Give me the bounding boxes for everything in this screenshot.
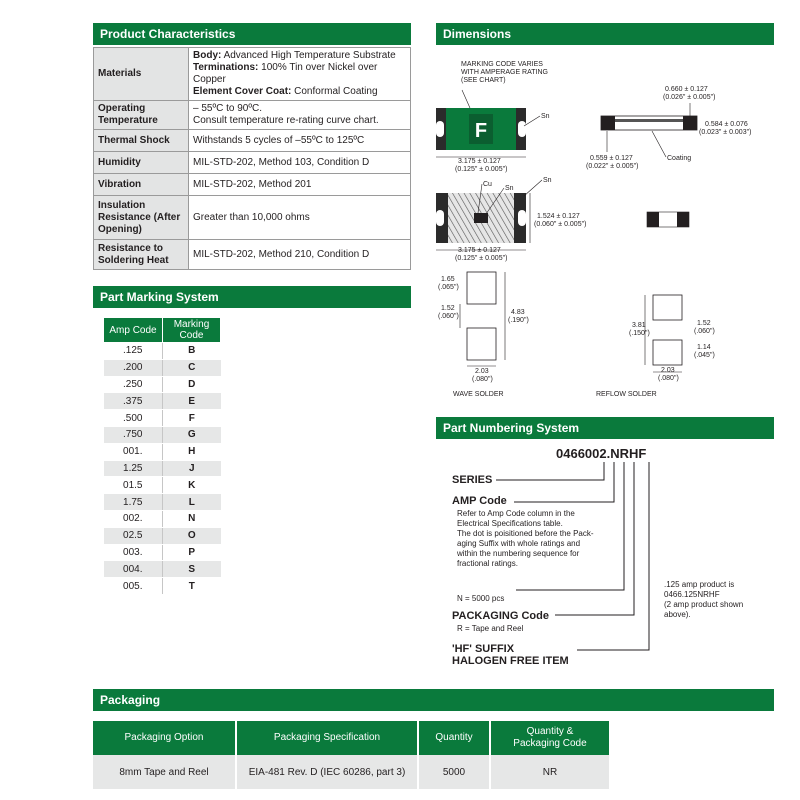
leader-line (462, 90, 470, 108)
table-row (94, 130, 411, 152)
sn-label: Sn (541, 113, 550, 120)
table-row (94, 196, 411, 240)
table-row (104, 426, 221, 443)
marking-code-cell: S (163, 561, 221, 578)
dim-length-label: 3.175 ± 0.127 (0.125" ± 0.005") (455, 247, 508, 262)
row-value: – 55ºC to 90ºC. Consult temperature re-rating curve chart. (189, 101, 411, 130)
leader-line (524, 116, 540, 126)
row-label: Materials (94, 48, 189, 101)
sn-label: Sn (505, 185, 514, 192)
leader-line (524, 180, 542, 196)
wave-dim-c: 4.83 (.190") (508, 309, 529, 324)
row-value: Body: Advanced High Temperature Substrate Terminations: 100% Tin over Nickel over Copper Element Cover Coat: Conformal Coating (189, 48, 411, 101)
terminal-left (647, 212, 659, 227)
row-value: MIL-STD-202, Method 201 (189, 174, 411, 196)
coating-layer (615, 119, 683, 122)
table-row (94, 174, 411, 196)
row-label: Operating Temperature (94, 101, 189, 130)
reflow-dim-b: 1.52 (.060") (694, 320, 715, 335)
table-header-row (93, 721, 610, 755)
reflow-pad-bottom (653, 340, 682, 365)
table-header-row (104, 318, 221, 343)
cell-quantity-packaging-code: NR (490, 755, 610, 789)
marking-code-cell: B (163, 343, 221, 360)
table-row (104, 443, 221, 460)
wave-pad-bottom (467, 328, 496, 360)
marking-code-cell: H (163, 443, 221, 460)
amp-code-cell: 002. (104, 510, 163, 527)
row-value: Withstands 5 cycles of –55ºC to 125ºC (189, 130, 411, 152)
marking-code-cell: O (163, 527, 221, 544)
dimensions-drawing (430, 48, 770, 398)
header-quantity-packaging-code: Quantity & Packaging Code (490, 721, 610, 755)
table-row (104, 393, 221, 410)
table-row (104, 359, 221, 376)
terminal-notch (518, 121, 526, 137)
marking-code-cell: F (163, 410, 221, 427)
table-row (104, 561, 221, 578)
dim-right-label: 0.584 ± 0.076 (0.023" ± 0.003") (699, 121, 752, 136)
leader-line (652, 131, 666, 157)
amp-code-cell: 02.5 (104, 527, 163, 544)
marking-letter: F (474, 120, 488, 142)
quantity-note: N = 5000 pcs (457, 594, 505, 603)
hf-suffix-label: 'HF' SUFFIX HALOGEN FREE ITEM (452, 643, 569, 667)
amp-code-cell: 003. (104, 544, 163, 561)
dim-top-label: 0.660 ± 0.127 (0.026" ± 0.005") (663, 86, 716, 101)
amp-code-description: Refer to Amp Code column in the Electrical Specifications table. The dot is poisitioned before the Pack- aging Suffix with whole ratings and within the numbering sequence for fractional ratings. (457, 509, 594, 568)
packaging-code-description: R = Tape and Reel (457, 624, 524, 633)
reflow-dim-c: 1.14 (.045") (694, 344, 715, 359)
part-marking-table (103, 317, 221, 595)
amp-code-cell: 1.25 (104, 460, 163, 477)
coating-label: Coating (667, 155, 692, 162)
header-amp-code: Amp Code (104, 318, 163, 343)
marking-code-cell: T (163, 578, 221, 595)
table-row (93, 755, 610, 789)
reflow-dim-a: 3.81 (.150") (629, 322, 650, 337)
part-number: 0466002.NRHF (556, 446, 647, 461)
wave-solder-label: WAVE SOLDER (453, 391, 504, 398)
amp-code-cell: .125 (104, 343, 163, 360)
cell-quantity: 5000 (418, 755, 490, 789)
amp-code-cell: .500 (104, 410, 163, 427)
side-note: .125 amp product is 0466.125NRHF (2 amp product shown above). (664, 580, 744, 619)
table-row (94, 101, 411, 130)
dim-width-label: 1.524 ± 0.127 (0.060" ± 0.005") (534, 213, 587, 228)
marking-code-cell: J (163, 460, 221, 477)
part-numbering-header: Part Numbering System (436, 417, 774, 439)
table-row (104, 376, 221, 393)
marking-code-cell: G (163, 426, 221, 443)
terminal-notch (518, 210, 526, 226)
marking-code-cell: D (163, 376, 221, 393)
row-value: MIL-STD-202, Method 103, Condition D (189, 152, 411, 174)
table-row (104, 410, 221, 427)
amp-code-cell: .250 (104, 376, 163, 393)
table-row (104, 544, 221, 561)
reflow-solder-label: REFLOW SOLDER (596, 391, 657, 398)
terminal-right (683, 116, 697, 130)
amp-code-label: AMP Code (452, 495, 507, 507)
terminal-notch (436, 210, 444, 226)
table-row (104, 510, 221, 527)
amp-code-cell: .750 (104, 426, 163, 443)
amp-code-cell: .200 (104, 359, 163, 376)
header-marking-code: Marking Code (163, 318, 221, 343)
cell-packaging-specification: EIA-481 Rev. D (IEC 60286, part 3) (236, 755, 418, 789)
amp-code-cell: .375 (104, 393, 163, 410)
cu-label: Cu (483, 181, 492, 188)
table-row (104, 578, 221, 595)
part-marking-header: Part Marking System (93, 286, 411, 308)
product-characteristics-table (93, 47, 411, 270)
row-label: Resistance to Soldering Heat (94, 240, 189, 270)
table-row (104, 527, 221, 544)
product-characteristics-header: Product Characteristics (93, 23, 411, 45)
fuse-element (474, 213, 488, 223)
terminal-notch (436, 121, 444, 137)
row-label: Insulation Resistance (After Opening) (94, 196, 189, 240)
wave-dim-d: 2.03 (.080") (472, 368, 493, 383)
table-row (104, 460, 221, 477)
terminal-left (601, 116, 615, 130)
marking-code-cell: N (163, 510, 221, 527)
marking-code-cell: P (163, 544, 221, 561)
header-packaging-specification: Packaging Specification (236, 721, 418, 755)
row-label: Thermal Shock (94, 130, 189, 152)
wave-dim-b: 1.52 (.060") (438, 305, 459, 320)
marking-code-cell: L (163, 494, 221, 511)
wave-pad-top (467, 272, 496, 304)
marking-code-cell: K (163, 477, 221, 494)
packaging-code-label: PACKAGING Code (452, 610, 549, 622)
marking-note: MARKING CODE VARIES WITH AMPERAGE RATING (SEE CHART) (461, 61, 548, 84)
amp-code-cell: 001. (104, 443, 163, 460)
series-label: SERIES (452, 474, 493, 486)
table-row (104, 343, 221, 360)
amp-code-cell: 004. (104, 561, 163, 578)
wave-dim-a: 1.65 (.065") (438, 276, 459, 291)
header-packaging-option: Packaging Option (93, 721, 236, 755)
dim-bottom-label: 0.559 ± 0.127 (0.022" ± 0.005") (586, 155, 639, 170)
amp-code-cell: 005. (104, 578, 163, 595)
table-row (94, 240, 411, 270)
reflow-dim-d: 2.03 (.080") (658, 367, 679, 382)
amp-code-cell: 01.5 (104, 477, 163, 494)
header-quantity: Quantity (418, 721, 490, 755)
part-marking-body (104, 343, 221, 595)
marking-code-cell: C (163, 359, 221, 376)
table-row (94, 152, 411, 174)
row-label: Humidity (94, 152, 189, 174)
cell-packaging-option: 8mm Tape and Reel (93, 755, 236, 789)
amp-code-cell: 1.75 (104, 494, 163, 511)
table-row (104, 477, 221, 494)
marking-code-cell: E (163, 393, 221, 410)
sn-label: Sn (543, 177, 552, 184)
fuse-side-view (601, 116, 697, 130)
dim-length-label: 3.175 ± 0.127 (0.125" ± 0.005") (455, 158, 508, 173)
row-label: Vibration (94, 174, 189, 196)
table-row (94, 48, 411, 101)
row-value: Greater than 10,000 ohms (189, 196, 411, 240)
row-value: MIL-STD-202, Method 210, Condition D (189, 240, 411, 270)
reflow-pad-top (653, 295, 682, 320)
packaging-table (93, 721, 611, 789)
dimensions-header: Dimensions (436, 23, 774, 45)
packaging-header: Packaging (93, 689, 774, 711)
table-row (104, 494, 221, 511)
terminal-right (677, 212, 689, 227)
